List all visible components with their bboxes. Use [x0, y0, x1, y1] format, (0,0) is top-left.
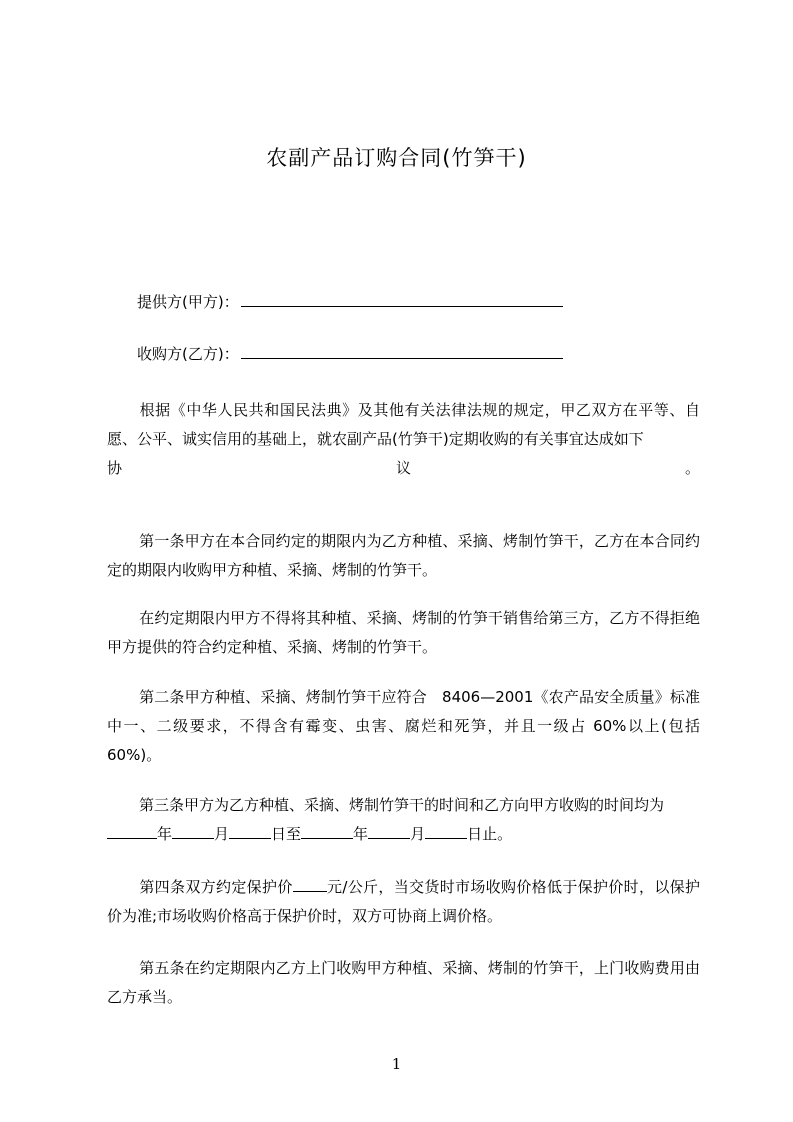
buyer-blank[interactable] — [241, 342, 563, 359]
supplier-label: 提供方(甲方)： — [137, 293, 239, 311]
clause-2-text: 第二条甲方种植、采摘、烤制竹笋干应符合 8406—2001《农产品安全质量》标准 中一、二级要求，不得含有霉变、虫害、腐烂和死笋，并且一级占 60%以上(包括 60%)。 — [107, 688, 700, 764]
clause-3 — [107, 791, 700, 849]
clause-1b — [107, 604, 700, 662]
intro-tail-c: 。 — [684, 459, 700, 477]
intro-text: 根据《中华人民共和国民法典》及其他有关法律法规的规定，甲乙双方在平等、自愿、公平、诚实信用的基础上，就农副产品(竹笋干)定期收购的有关事宜达成如下 — [107, 401, 700, 448]
clause-5-text: 第五条在约定期限内乙方上门收购甲方种植、采摘、烤制的竹笋干，上门收购费用由乙方承当。 — [107, 959, 700, 1006]
buyer-label: 收购方(乙方)： — [137, 345, 239, 363]
start-year-blank[interactable] — [107, 824, 157, 839]
end-month-blank[interactable] — [368, 824, 410, 839]
page-number: 1 — [391, 1055, 402, 1073]
intro-tail-a: 协 — [107, 459, 123, 477]
supplier-blank[interactable] — [241, 290, 563, 307]
start-day-label: 日至 — [271, 825, 302, 843]
page-title: 农副产品订购合同(竹笋干) — [266, 146, 527, 170]
clause-5 — [107, 954, 700, 1012]
start-day-blank[interactable] — [229, 824, 271, 839]
end-day-blank[interactable] — [425, 824, 467, 839]
end-year-blank[interactable] — [301, 824, 353, 839]
start-year-label: 年 — [157, 825, 173, 843]
clause-1 — [107, 527, 700, 585]
end-month-label: 月 — [410, 825, 426, 843]
protection-price-blank[interactable] — [293, 877, 327, 892]
end-year-label: 年 — [353, 825, 369, 843]
start-month-blank[interactable] — [172, 824, 214, 839]
clause-1b-text: 在约定期限内甲方不得将其种植、采摘、烤制的竹笋干销售给第三方，乙方不得拒绝甲方提供的符合约定种植、采摘、烤制的竹笋干。 — [107, 609, 700, 656]
intro-tail — [107, 454, 700, 483]
clause-4-text-a: 第四条双方约定保护价 — [139, 878, 293, 896]
clause-1-text: 第一条甲方在本合同约定的期限内为乙方种植、采摘、烤制竹笋干，乙方在本合同约定的期限内收购甲方种植、采摘、烤制的竹笋干。 — [107, 532, 700, 579]
clause-4-text-b: 元/公斤，当交货时市场收购价格低于保护价时，以保护价为准;市场收购价格高于保护价时，双方可协商上调价格。 — [107, 878, 700, 925]
intro-tail-b: 议 — [395, 459, 411, 477]
clause-2 — [107, 683, 700, 770]
supplier-field — [137, 290, 563, 312]
end-day-label: 日止。 — [467, 825, 513, 843]
intro-paragraph — [107, 396, 700, 483]
start-month-label: 月 — [214, 825, 230, 843]
buyer-field — [137, 342, 563, 364]
clause-3-text: 第三条甲方为乙方种植、采摘、烤制竹笋干的时间和乙方向甲方收购的时间均为 — [139, 796, 665, 814]
clause-4 — [107, 873, 700, 931]
